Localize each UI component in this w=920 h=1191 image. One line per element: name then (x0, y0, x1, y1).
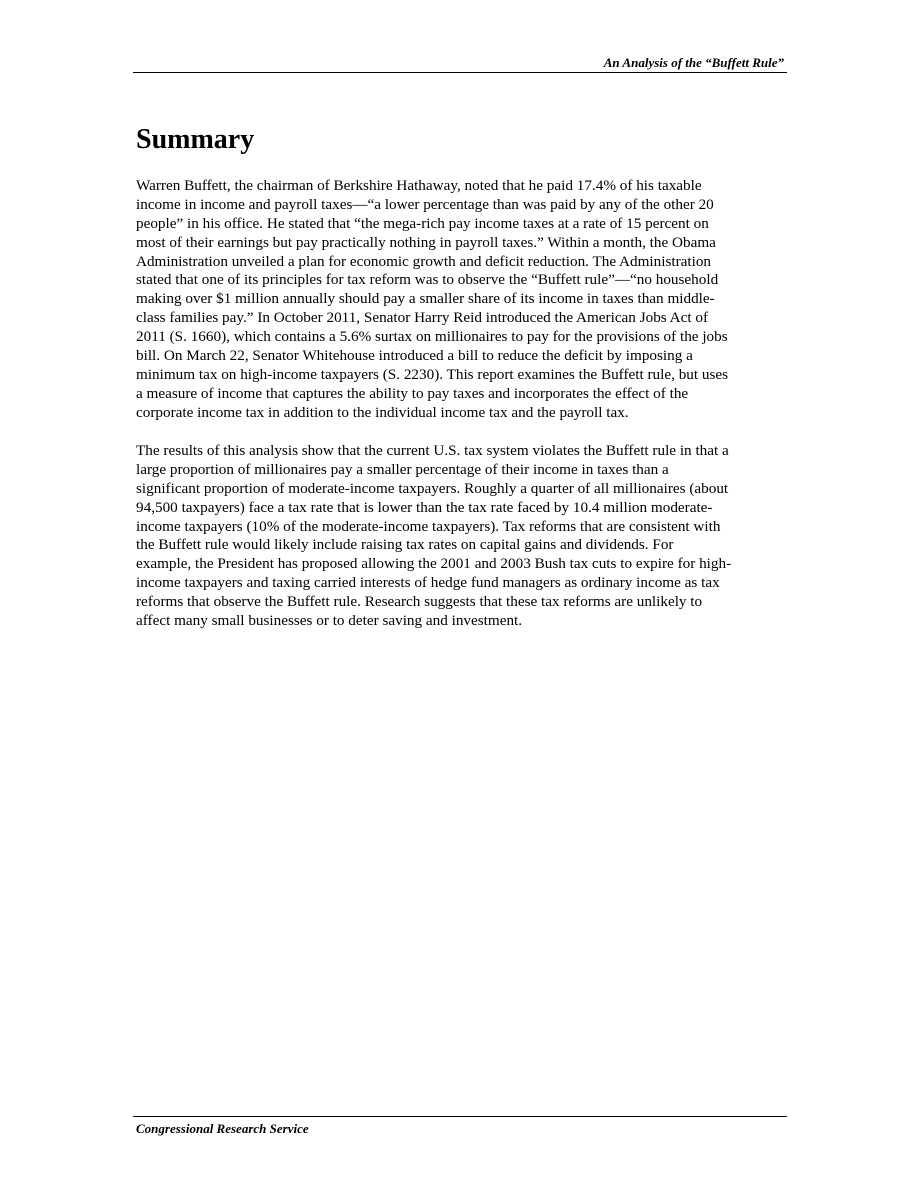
paragraph-line: a measure of income that captures the ability to pay taxes and incorporates the effect of the (136, 384, 689, 402)
paragraph-line: making over $1 million annually should pay a smaller share of its income in taxes than middle- (136, 290, 715, 308)
page-title: Summary (136, 124, 255, 155)
paragraph-line: Administration unveiled a plan for economic growth and deficit reduction. The Administration (136, 252, 712, 270)
paragraph-line: stated that one of its principles for tax reform was to observe the “Buffett rule”—“no household (136, 271, 719, 289)
running-header (133, 54, 787, 73)
summary-paragraph-1 (136, 177, 788, 423)
footer-organization: Congressional Research Service (136, 1121, 309, 1136)
paragraph-line: reforms that observe the Buffett rule. Research suggests that these tax reforms are unlikely to (136, 593, 703, 611)
paragraph-line: example, the President has proposed allowing the 2001 and 2003 Bush tax cuts to expire for high- (136, 555, 732, 573)
paragraph-line: The results of this analysis show that the current U.S. tax system violates the Buffett rule in that a (136, 442, 729, 459)
paragraph-line: 94,500 taxpayers) face a tax rate that is lower than the tax rate faced by 10.4 million moderate- (136, 498, 713, 516)
paragraph-line: significant proportion of moderate-income taxpayers. Roughly a quarter of all millionaires (about (136, 479, 729, 497)
paragraph-line: bill. On March 22, Senator Whitehouse introduced a bill to reduce the deficit by imposing a (136, 347, 693, 365)
paragraph-line: income in income and payroll taxes—“a lower percentage than was paid by any of the other 20 (136, 195, 714, 213)
summary-paragraph-2 (136, 442, 788, 631)
paragraph-line: minimum tax on high-income taxpayers (S. 2230). This report examines the Buffett rule, but uses (136, 365, 729, 383)
paragraph-line: large proportion of millionaires pay a smaller percentage of their income in taxes than a (136, 460, 669, 478)
paragraph-line: most of their earnings but pay practically nothing in payroll taxes.” Within a month, the Obama (136, 233, 716, 251)
paragraph-line: class families pay.” In October 2011, Senator Harry Reid introduced the American Jobs Act of (136, 309, 709, 327)
paragraph-line: income taxpayers (10% of the moderate-income taxpayers). Tax reforms that are consistent with (136, 517, 721, 535)
paragraph-line: people” in his office. He stated that “the mega-rich pay income taxes at a rate of 15 percent on (136, 214, 709, 232)
paragraph-line: 2011 (S. 1660), which contains a 5.6% surtax on millionaires to pay for the provisions of the jobs (136, 328, 728, 346)
paragraph-line: the Buffett rule would likely include raising tax rates on capital gains and dividends. For (136, 536, 674, 554)
footer-rule (133, 1116, 787, 1117)
paragraph-line: corporate income tax in addition to the individual income tax and the payroll tax. (136, 403, 629, 421)
paragraph-line: income taxpayers and taxing carried interests of hedge fund managers as ordinary income as tax (136, 574, 720, 592)
paragraph-line: affect many small businesses or to deter saving and investment. (136, 612, 523, 630)
running-header-title: An Analysis of the “Buffett Rule” (603, 55, 784, 70)
paragraph-line: Warren Buffett, the chairman of Berkshire Hathaway, noted that he paid 17.4% of his taxable (136, 177, 702, 194)
